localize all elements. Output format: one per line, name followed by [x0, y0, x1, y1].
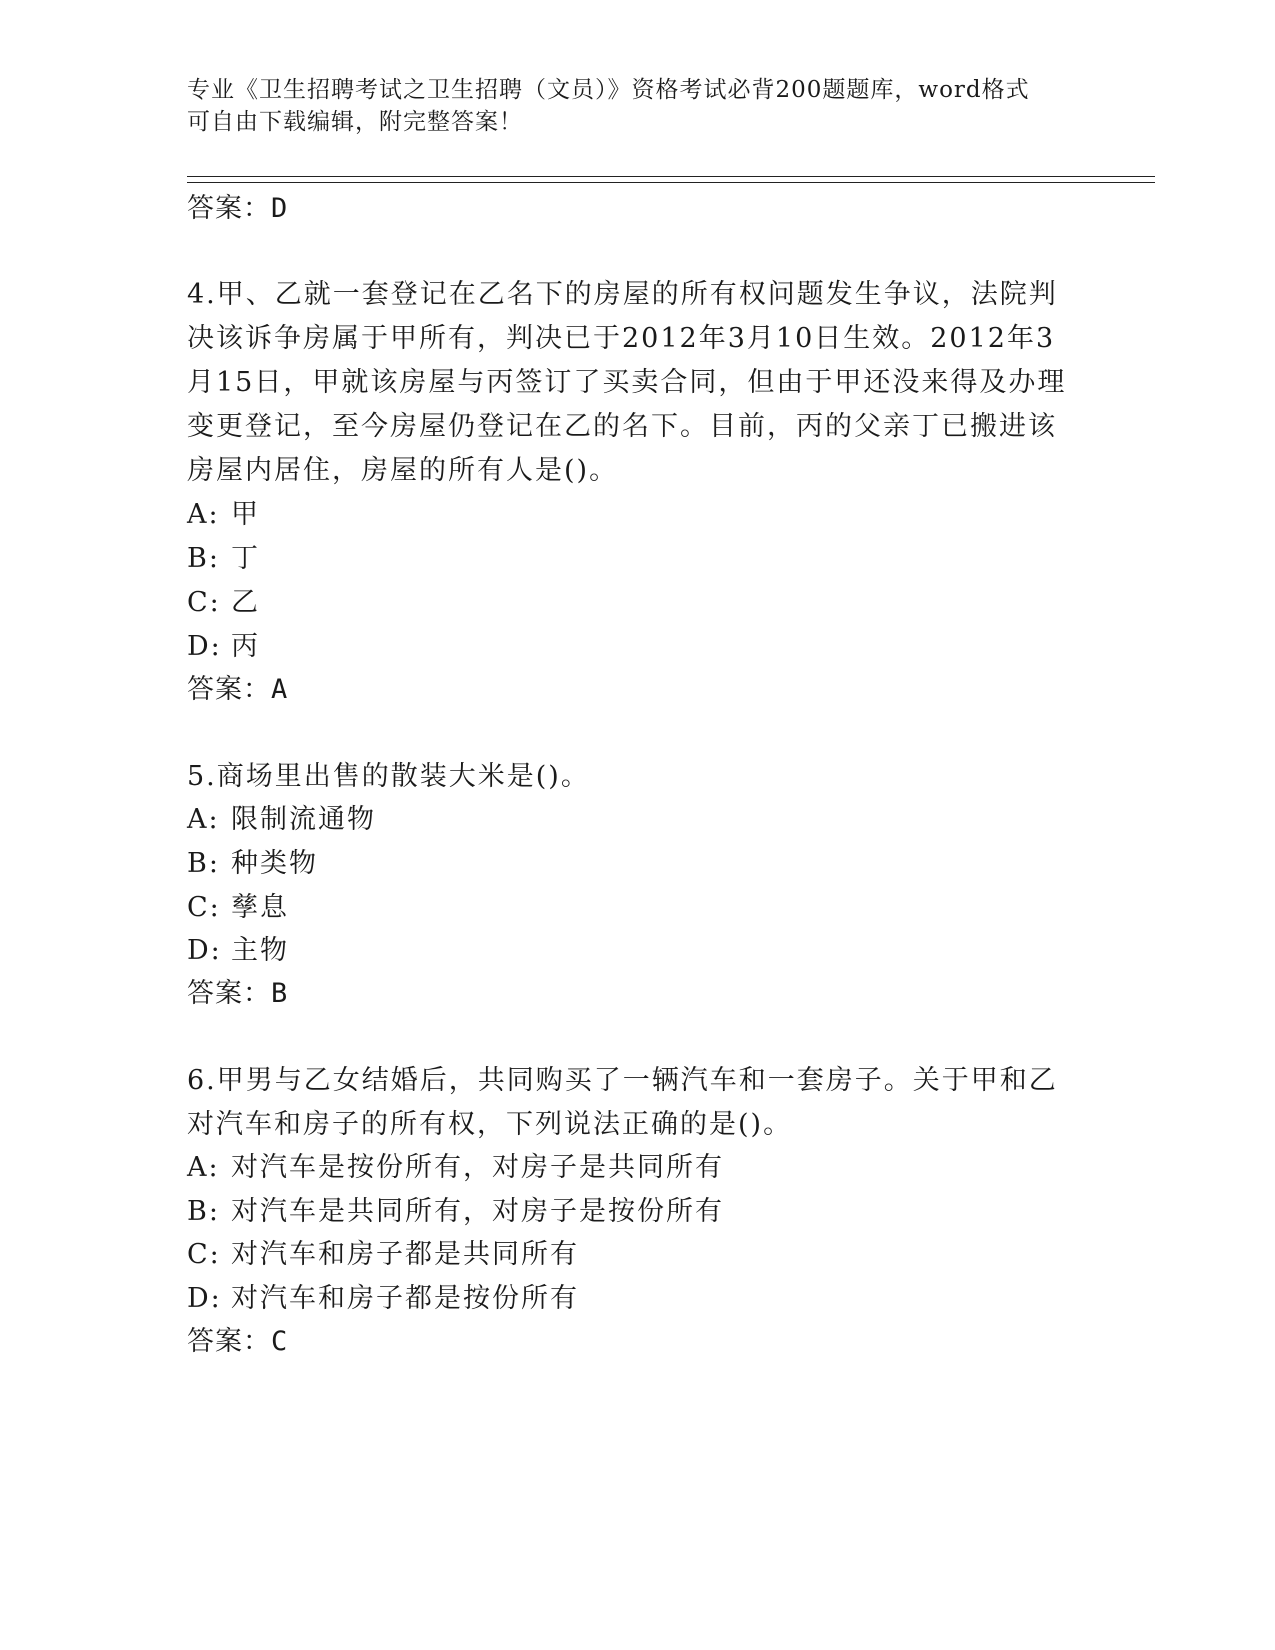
header-line-1: 专业《卫生招聘考试之卫生招聘（文员）》资格考试必背200题题库，word格式	[187, 77, 1030, 103]
option-d	[187, 928, 289, 967]
option-key: A:	[187, 1152, 220, 1183]
option-c	[187, 1232, 579, 1271]
option-key: C:	[187, 892, 221, 923]
option-key: A:	[187, 499, 220, 530]
document-header	[187, 74, 1087, 138]
option-c	[187, 885, 289, 924]
option-text: 对汽车和房子都是共同所有	[231, 1239, 579, 1270]
answer-prefix: 答案：	[187, 1326, 271, 1357]
question-stem-line: 对汽车和房子的所有权，下列说法正确的是()。	[187, 1109, 793, 1140]
option-a	[187, 1145, 724, 1184]
answer-value: A	[271, 674, 289, 705]
option-text: 乙	[231, 587, 260, 618]
option-text: 丙	[231, 631, 260, 662]
option-text: 主物	[231, 935, 289, 966]
question-stem-line: 变更登记，至今房屋仍登记在乙的名下。目前，丙的父亲丁已搬进该	[187, 411, 1057, 442]
option-text: 丁	[231, 543, 260, 574]
option-key: A:	[187, 804, 220, 835]
question-stem-line: 房屋内居住，房屋的所有人是()。	[187, 455, 619, 486]
question-answer	[187, 667, 288, 706]
option-key: B:	[187, 848, 220, 879]
option-text: 对汽车是共同所有，对房子是按份所有	[231, 1196, 724, 1227]
previous-answer	[187, 186, 288, 225]
option-text: 孳息	[231, 892, 289, 923]
answer-value: C	[271, 1326, 289, 1357]
option-text: 对汽车是按份所有，对房子是共同所有	[231, 1152, 724, 1183]
option-text: 限制流通物	[231, 804, 376, 835]
option-b	[187, 536, 260, 575]
question-stem-line: 5.商场里出售的散装大米是()。	[187, 761, 590, 792]
option-a	[187, 492, 260, 531]
option-d	[187, 624, 260, 663]
option-key: D:	[187, 935, 222, 966]
question-answer	[187, 1319, 288, 1358]
option-d	[187, 1276, 579, 1315]
option-text: 对汽车和房子都是按份所有	[231, 1283, 579, 1314]
header-rule-bottom	[187, 182, 1155, 183]
question-stem-line: 决该诉争房属于甲所有，判决已于2012年3月10日生效。2012年3	[187, 323, 1056, 354]
question-answer	[187, 971, 288, 1010]
header-rule-top	[187, 176, 1155, 177]
option-text: 种类物	[231, 848, 318, 879]
answer-prefix: 答案：	[187, 193, 271, 224]
option-b	[187, 1189, 724, 1228]
option-key: D:	[187, 631, 222, 662]
option-b	[187, 841, 318, 880]
option-key: C:	[187, 1239, 221, 1270]
answer-value: D	[271, 193, 289, 224]
question-stem-line: 4.甲、乙就一套登记在乙名下的房屋的所有权问题发生争议，法院判	[187, 279, 1058, 310]
option-key: D:	[187, 1283, 222, 1314]
answer-prefix: 答案：	[187, 674, 271, 705]
question-stem-line: 6.甲男与乙女结婚后，共同购买了一辆汽车和一套房子。关于甲和乙	[187, 1065, 1058, 1096]
answer-prefix: 答案：	[187, 978, 271, 1009]
question-stem-line: 月15日，甲就该房屋与丙签订了买卖合同，但由于甲还没来得及办理	[187, 367, 1067, 398]
header-line-2: 可自由下载编辑，附完整答案！	[187, 109, 523, 135]
answer-value: B	[271, 978, 289, 1009]
option-a	[187, 797, 376, 836]
option-key: B:	[187, 543, 220, 574]
option-c	[187, 580, 260, 619]
option-key: B:	[187, 1196, 220, 1227]
option-text: 甲	[231, 499, 260, 530]
option-key: C:	[187, 587, 221, 618]
